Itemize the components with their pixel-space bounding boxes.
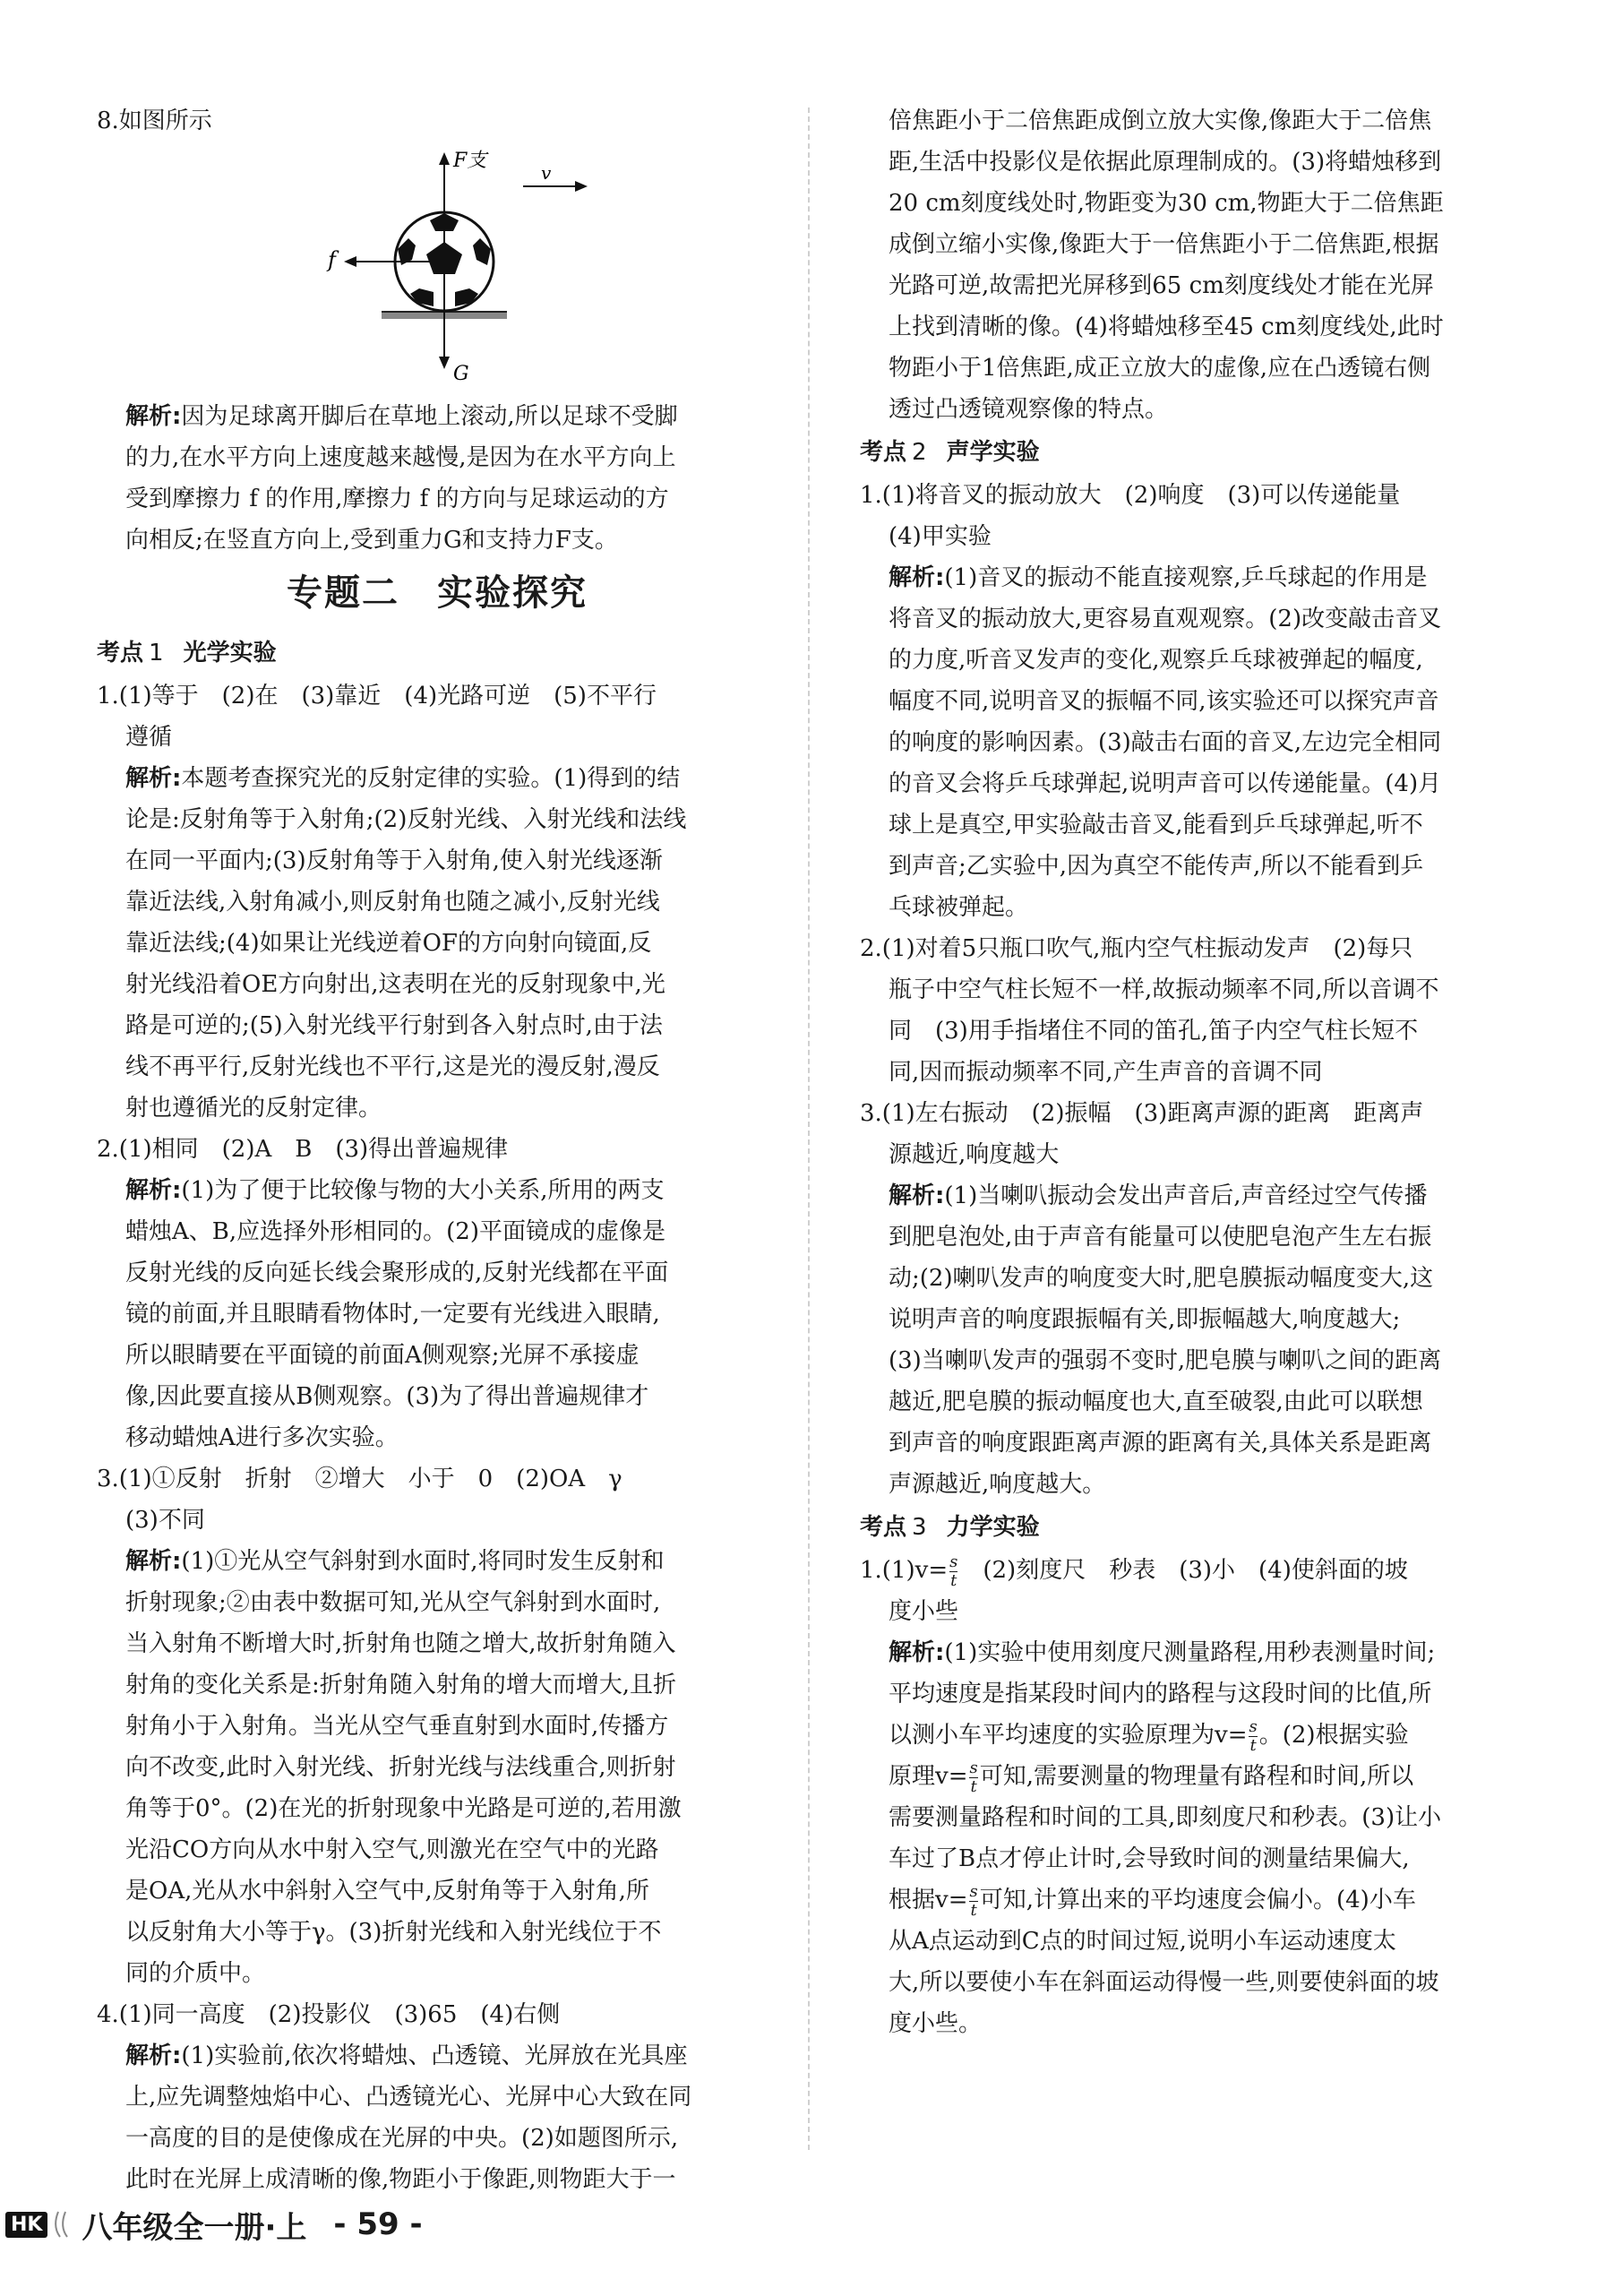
q1-answer-cont: 遵循 [125,724,173,751]
support-force-label: F支 [453,150,487,172]
fraction-s-over-t: $\frac{s}{t}$ [969,1758,978,1796]
kaodian-2-heading: 考点 2 声学实验 [860,439,1040,466]
fraction-s-over-t: $\frac{s}{t}$ [949,1552,958,1590]
right-column: 倍焦距小于二倍焦距成倒立放大实像,像距大于二倍焦 距,生活中投影仪是依据此原理制成的。(3)将蜡烛移到 20 cm刻度线处时,物距变为30 cm,物距大于二倍焦距 成倒立缩小实像,像距大于一倍焦距小于二倍焦距,根据 光路可逆,故需把光屏移到65 cm刻度线处才能在光屏 上找到清晰的像。(4)将蜡烛移至45 cm刻度线处,此时 物距小于1倍焦距,成正立放大的虚像,应在凸透镜右侧 透过凸透镜观察像的特点。 考点 2 声学实验 1.(1)将音叉的振动放大 (2)响度 (3)可以传递能量 (4)甲实验 解析:(1)音叉的振动不能直接观察,乒乓球起的作用是 将音叉的振动放大,更容易直观观察。(2)改变敲击音叉 的力度,听音叉发声的变化,观察乒乓球被弹起的幅度, 幅度不同,说明音叉的振幅不同,该实验还可以探究声音 的响度的影响因素。(3)敲击右面的音叉,左边完全相同 的音叉会将乒乓球弹起,说明声音可以传递能量。(4)月 球上是真空,甲实验敲击音叉,能看到乒乓球弹起,听不 到声音;乙实验中,因为真空不能传声,所以不能看到乒 乓球被弹起。 2.(1)对着5只瓶口吹气,瓶内空气柱振动发声 (2)每只 瓶子中空气柱长短不一样,故振动频率不同,所以音调不 同 (3)用手指堵住不同的笛孔,笛子内空气柱长短不 同,因而振动频率不同,产生声音的音调不同 3.(1)左右振动 (2)振幅 (3)距离声源的距离 距离声 源越近,响度越大 解析:(1)当喇叭振动会发出声音后,声音经过空气传播 到肥皂泡处,由于声音有能量可以使肥皂泡产生左右振 动;(2)喇叭发声的响度变大时,肥皂膜振动幅度变大,这 说明声音的响度跟振幅有关,即振幅越大,响度越大; (3)当喇叭发声的强弱不变时,肥皂膜与喇叭之间的距离 越近,肥皂膜的振动幅度也大,直至破裂,由此可以联想 到声音的响度跟距离声源的距离有关,具体关系是距离 声源越近,响度越大。 考点 3 力学实验 1.(1)v= $\frac{s}{t}$ (2)刻度尺 秒表 (3)小 (4)使斜面的坡 度小些 解析:(1)实验中使用刻度尺测量路程,用秒表测量时间; 平均速度是指某段时间内的路程与这段时间的比值,所 以测小车平均速度的实验原理为v= $\frac{s}{t}$ 。(2)根据实验 原理v= $\frac{s}{t}$ 可知,需要测量的物理量有路程和时间,所以 需要测量路程和时间的工具,即刻度尺和秒表。(3)让小 车过了B点才停止计时,会导致时间的测量结果偏大, 根据v= $\frac{s}{t}$ 可知,计算出来的平均速度会偏小。(4)小车 从A点运动到C点的时间过短,说明小车运动速度太 大,所以要使小车在斜面运动得慢一些,则要使斜面的坡 度小些。 [860,100,1541,2044]
analysis-label: 解析: [125,403,182,430]
q4-answer: 4.(1)同一高度 (2)投影仪 (3)65 (4)右侧 [97,2001,561,2028]
m1-answer: 1.(1)v= $\frac{s}{t}$ (2)刻度尺 秒表 (3)小 (4)使斜面的坡 [860,1552,1408,1590]
q1-answer: 1.(1)等于 (2)在 (3)靠近 (4)光路可逆 (5)不平行 [97,683,657,709]
q3-answer-cont: (3)不同 [125,1507,205,1534]
friction-label: f [328,247,336,272]
analysis-line: 向相反;在竖直方向上,受到重力G和支持力F支。 [125,527,618,554]
velocity-arrowhead [575,181,588,192]
velocity-label: v [541,162,552,184]
s3-answer: 3.(1)左右振动 (2)振幅 (3)距离声源的距离 距离声 [860,1100,1424,1127]
question-8-label: 8.如图所示 [97,107,212,134]
left-column [97,100,777,2200]
column-divider [808,107,810,2150]
kaodian-3-heading: 考点 3 力学实验 [860,1514,1040,1541]
analysis-line: 因为足球离开脚后在草地上滚动,所以足球不受脚 [181,403,678,430]
s1-answer-cont: (4)甲实验 [889,523,992,550]
q3-answer: 3.(1)①反射 折射 ②增大 小于 0 (2)OA γ [97,1466,622,1492]
grade-label: 八年级全一册·上 [82,2209,307,2246]
analysis-line: 受到摩擦力 f 的作用,摩擦力 f 的方向与足球运动的方 [125,486,669,512]
q2-analysis: 解析:(1)为了便于比较像与物的大小关系,所用的两支 蜡烛A、B,应选择外形相同的。(2)平面镜成的虚像是 反射光线的反向延长线会聚形成的,反射光线都在平面 镜的前面,并且眼睛看物体时,一定要有光线进入眼睛, 所以眼睛要在平面镜的前面A侧观察;光屏不承接虚 像,因此要直接从B侧观察。(3)为了得出普遍规律才 移动蜡烛A进行多次实验。 [125,1177,669,1451]
hk-badge: HK [5,2212,47,2238]
page-number: - 59 - [333,2206,423,2242]
s2-answer: 2.(1)对着5只瓶口吹气,瓶内空气柱振动发声 (2)每只 [860,935,1413,962]
q1-analysis: 解析:本题考查探究光的反射定律的实验。(1)得到的结 论是:反射角等于入射角;(2)反射光线、入射光线和法线 在同一平面内;(3)反射角等于入射角,使入射光线逐渐 靠近法线,入射角减小,则反射角也随之减小,反射光线 靠近法线;(4)如果让光线逆着OF的方向射向镜面,反 射光线沿着OE方向射出,这表明在光的反射现象中,光 路是可逆的;(5)入射光线平行射到各入射点时,由于法 线不再平行,反射光线也不平行,这是光的漫反射,漫反 射也遵循光的反射定律。 [125,765,687,1122]
q4-analysis-continued: 倍焦距小于二倍焦距成倒立放大实像,像距大于二倍焦 距,生活中投影仪是依据此原理制成的。(3)将蜡烛移到 20 cm刻度线处时,物距变为30 cm,物距大于二倍焦距 成倒立缩小实像,像距大于一倍焦距小于二倍焦距,根据 光路可逆,故需把光屏移到65 cm刻度线处才能在光屏 上找到清晰的像。(4)将蜡烛移至45 cm刻度线处,此时 物距小于1倍焦距,成正立放大的虚像,应在凸透镜右侧 透过凸透镜观察像的特点。 [889,107,1444,423]
m1-analysis: 解析:(1)实验中使用刻度尺测量路程,用秒表测量时间; 平均速度是指某段时间内的路程与这段时间的比值,所 以测小车平均速度的实验原理为v= $\frac{s}{t}$ 。(2)根据实验 原理v= $\frac{s}{t}$ 可知,需要测量的物理量有路程和时间,所以 需要测量路程和时间的工具,即刻度尺和秒表。(3)让小 车过了B点才停止计时,会导致时间的测量结果偏大, 根据v= $\frac{s}{t}$ 可知,计算出来的平均速度会偏小。(4)小车 从A点运动到C点的时间过短,说明小车运动速度太 大,所以要使小车在斜面运动得慢一些,则要使斜面的坡 度小些。 [889,1639,1442,2037]
analysis-line: 的力,在水平方向上速度越来越慢,是因为在水平方向上 [125,444,676,471]
q8-analysis [97,396,777,561]
page-footer [0,2202,423,2247]
q2-answer: 2.(1)相同 (2)A B (3)得出普遍规律 [97,1136,509,1163]
force-diagram [97,149,777,391]
gravity-label: G [453,363,469,385]
kaodian-1-heading: 考点 1 光学实验 [97,640,277,666]
s1-answer: 1.(1)将音叉的振动放大 (2)响度 (3)可以传递能量 [860,482,1401,509]
s1-analysis: 解析:(1)音叉的振动不能直接观察,乒乓球起的作用是 将音叉的振动放大,更容易直观观察。(2)改变敲击音叉 的力度,听音叉发声的变化,观察乒乓球被弹起的幅度, 幅度不同,说明音叉的振幅不同,该实验还可以探究声音 的响度的影响因素。(3)敲击右面的音叉,左边完全相同 的音叉会将乒乓球弹起,说明声音可以传递能量。(4)月 球上是真空,甲实验敲击音叉,能看到乒乓球弹起,听不 到声音;乙实验中,因为真空不能传声,所以不能看到乒 乓球被弹起。 [889,564,1442,921]
support-arrowhead [439,152,450,165]
q4-analysis: 解析:(1)实验前,依次将蜡烛、凸透镜、光屏放在光具座 上,应先调整烛焰中心、凸透镜光心、光屏中心大致在同 一高度的目的是使像成在光屏的中央。(2)如题图所示, 此时在光屏上成清晰的像,物距小于像距,则物距大于一 [125,2042,692,2193]
s3-analysis: 解析:(1)当喇叭振动会发出声音后,声音经过空气传播 到肥皂泡处,由于声音有能量可以使肥皂泡产生左右振 动;(2)喇叭发声的响度变大时,肥皂膜振动幅度变大,这 说明声音的响度跟振幅有关,即振幅越大,响度越大; (3)当喇叭发声的强弱不变时,肥皂膜与喇叭之间的距离 越近,肥皂膜的振动幅度也大,直至破裂,由此可以联想 到声音的响度跟距离声源的距离有关,具体关系是距离 声源越近,响度越大。 [889,1182,1442,1498]
fraction-s-over-t: $\frac{s}{t}$ [969,1881,978,1920]
q3-analysis: 解析:(1)①光从空气斜射到水面时,将同时发生反射和 折射现象;②由表中数据可知,光从空气斜射到水面时, 当入射角不断增大时,折射角也随之增大,故折射角随入 射角的变化关系是:折射角随入射角的增大而增大,且折 射角小于入射角。当光从空气垂直射到水面时,传播方 向不改变,此时入射光线、折射光线与法线重合,则折射 角等于0°。(2)在光的折射现象中光路是可逆的,若用激 光沿CO方向从水中射入空气,则激光在空气中的光路 是OA,光从水中斜射入空气中,反射角等于入射角,所 以反射角大小等于γ。(3)折射光线和入射光线位于不 同的介质中。 [125,1548,682,1987]
gravity-arrowhead [439,357,450,369]
fraction-s-over-t: $\frac{s}{t}$ [1249,1716,1258,1755]
friction-arrowhead [344,256,356,267]
football-force-diagram [97,149,777,391]
decorative-mark-icon [53,2208,76,2240]
section-title: 专题二 实验探究 [287,572,588,614]
